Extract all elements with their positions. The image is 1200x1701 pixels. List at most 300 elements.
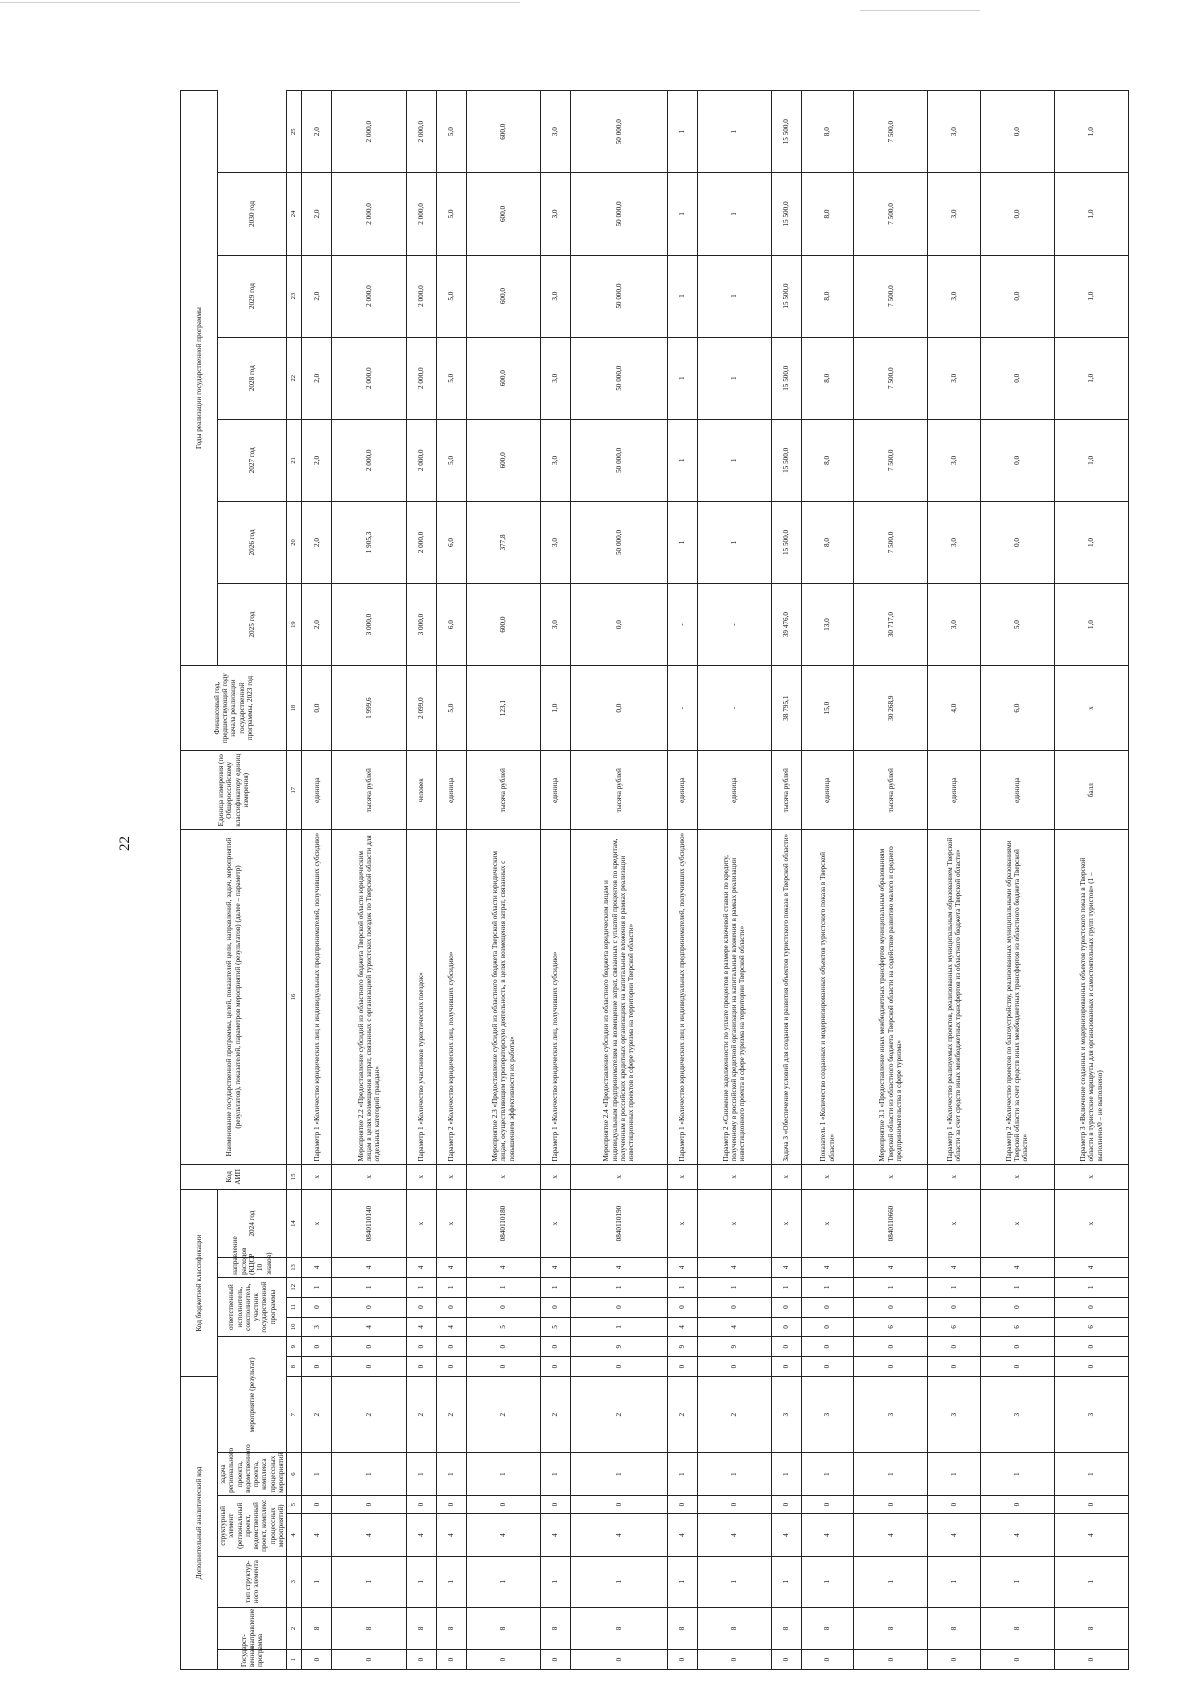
code-cell: 0840110190: [571, 1190, 667, 1258]
code-cell: 1: [1054, 1556, 1128, 1607]
code-cell: 0: [332, 1337, 406, 1357]
code-cell: 0: [541, 1357, 571, 1377]
page-number: 22: [117, 836, 133, 851]
unit-cell: человек: [406, 751, 436, 830]
column-number: 13: [287, 1258, 302, 1278]
code-cell: 1: [571, 1317, 667, 1337]
code-cell: 0: [801, 1337, 853, 1357]
column-number: 10: [287, 1317, 302, 1337]
code-cell: 0: [1054, 1297, 1128, 1317]
code-cell: 0: [854, 1495, 928, 1513]
code-cell: х: [928, 1164, 980, 1189]
code-cell: 0: [697, 1297, 771, 1317]
value-year: 5,0: [436, 337, 466, 419]
value-year: 377,8: [466, 501, 540, 583]
column-number: 2: [287, 1607, 302, 1649]
code-cell: 2: [667, 1376, 697, 1452]
code-cell: 0: [302, 1495, 332, 1513]
code-cell: 4: [406, 1514, 436, 1556]
column-number: 5: [287, 1495, 302, 1513]
value-year: 0,0: [980, 337, 1054, 419]
code-cell: 8: [667, 1607, 697, 1649]
code-cell: 0: [436, 1297, 466, 1317]
value-year: 7 500,0: [854, 501, 928, 583]
code-cell: 4: [541, 1258, 571, 1278]
column-number: 4: [287, 1514, 302, 1556]
value-year: 7 500,0: [854, 173, 928, 255]
code-cell: 4: [571, 1258, 667, 1278]
code-cell: 1: [332, 1556, 406, 1607]
table-row: [697, 91, 771, 1670]
code-cell: 0: [980, 1297, 1054, 1317]
value-year: 7 500,0: [854, 255, 928, 337]
code-cell: 1: [697, 1556, 771, 1607]
code-cell: 4: [928, 1258, 980, 1278]
code-cell: 0: [980, 1650, 1054, 1670]
code-cell: х: [801, 1164, 853, 1189]
table-row: [854, 91, 928, 1670]
code-cell: 0: [928, 1337, 980, 1357]
code-cell: 1: [436, 1556, 466, 1607]
code-cell: 0: [406, 1650, 436, 1670]
code-cell: 4: [332, 1514, 406, 1556]
code-cell: 0: [980, 1337, 1054, 1357]
code-cell: 1: [1054, 1453, 1128, 1495]
code-cell: х: [928, 1190, 980, 1258]
header-cell: задача регионального проекта, ведомственного проекта, комплекса процессных мероприятий: [218, 1453, 287, 1495]
code-cell: х: [667, 1190, 697, 1258]
header-cell: структурный элемент (региональный проект, ведомственный проект, комплекс процессных мероприятий): [218, 1495, 287, 1556]
code-cell: х: [1054, 1190, 1128, 1258]
value-year: 1: [667, 419, 697, 501]
value-year: 6,0: [436, 584, 466, 666]
code-cell: х: [697, 1164, 771, 1189]
unit-cell: единица: [928, 751, 980, 830]
code-cell: 0: [571, 1495, 667, 1513]
code-cell: 1: [541, 1556, 571, 1607]
code-cell: 0: [571, 1357, 667, 1377]
code-cell: 0: [436, 1337, 466, 1357]
code-cell: 1: [466, 1556, 540, 1607]
table-row: [302, 91, 332, 1670]
value-year: 50 000,0: [571, 255, 667, 337]
value-year: 3,0: [541, 501, 571, 583]
code-cell: 8: [980, 1607, 1054, 1649]
item-name: Параметр 2 «Количество проектов по благоустройству, реализованных муниципальными образованиями Тверской области за счет средств иных межбюджетных трансфертов из областного бюджета Тверской области»: [980, 830, 1054, 1164]
column-number: 18: [287, 666, 302, 751]
code-cell: 4: [854, 1514, 928, 1556]
code-cell: х: [801, 1190, 853, 1258]
code-cell: 8: [928, 1607, 980, 1649]
code-cell: 1: [854, 1556, 928, 1607]
column-number: 20: [287, 501, 302, 583]
table-header: [181, 91, 302, 1670]
value-2023: 1,0: [541, 666, 571, 751]
value-year: 2 000,0: [332, 419, 406, 501]
code-cell: 5: [466, 1317, 540, 1337]
code-cell: 1: [980, 1277, 1054, 1297]
value-year: 7 500,0: [854, 419, 928, 501]
column-number: 3: [287, 1556, 302, 1607]
value-year: 0,0: [980, 419, 1054, 501]
code-cell: 4: [697, 1258, 771, 1278]
value-year: 1: [667, 501, 697, 583]
header-cell: Код бюджетной классификации: [181, 1190, 218, 1377]
code-cell: 0: [466, 1650, 540, 1670]
code-cell: 1: [1054, 1277, 1128, 1297]
table-row: [571, 91, 667, 1670]
code-cell: 1: [332, 1277, 406, 1297]
value-year: 600,0: [466, 173, 540, 255]
code-cell: 8: [854, 1607, 928, 1649]
code-cell: 3: [771, 1376, 801, 1452]
code-cell: 6: [980, 1317, 1054, 1337]
value-year: 2,0: [302, 255, 332, 337]
value-year: 5,0: [436, 173, 466, 255]
code-cell: 0: [771, 1317, 801, 1337]
value-year: 15 500,0: [771, 255, 801, 337]
code-cell: 1: [302, 1277, 332, 1297]
value-year: 0,0: [980, 255, 1054, 337]
column-number: 9: [287, 1337, 302, 1357]
code-cell: 1: [697, 1453, 771, 1495]
value-year: 0,0: [571, 584, 667, 666]
item-name: Параметр 1 «Количество юридических лиц и индивидуальных предпринимателей, получивших субсидию»: [667, 830, 697, 1164]
header-cell: ответственный исполнитель, соисполнитель, участник государственной программы: [218, 1277, 287, 1336]
value-year: 1: [697, 419, 771, 501]
code-cell: 0: [332, 1495, 406, 1513]
code-cell: х: [541, 1190, 571, 1258]
value-year: 8,0: [801, 419, 853, 501]
value-year: 8,0: [801, 337, 853, 419]
value-year: 2,0: [302, 337, 332, 419]
code-cell: 1: [436, 1277, 466, 1297]
unit-cell: тысяча рублей: [332, 751, 406, 830]
code-cell: 2: [436, 1376, 466, 1452]
item-name: Параметр 1 «Количество юридических лиц и индивидуальных предпринимателей, получивших субсидию»: [302, 830, 332, 1164]
unit-cell: тысяча рублей: [571, 751, 667, 830]
code-cell: 4: [406, 1317, 436, 1337]
code-cell: 0: [771, 1650, 801, 1670]
value-2023: 123,1: [466, 666, 540, 751]
value-year: 1,0: [1054, 255, 1128, 337]
value-year: 50 000,0: [571, 419, 667, 501]
code-cell: 4: [801, 1258, 853, 1278]
value-year: 5,0: [436, 91, 466, 173]
code-cell: 0: [541, 1297, 571, 1317]
unit-cell: единица: [667, 751, 697, 830]
value-year: 1: [667, 337, 697, 419]
value-year: 3,0: [541, 337, 571, 419]
code-cell: 0: [302, 1337, 332, 1357]
code-cell: 1: [571, 1277, 667, 1297]
table-row: [406, 91, 436, 1670]
code-cell: 4: [667, 1258, 697, 1278]
item-name: Показатель 1 «Количество созданных и модернизированных объектов туристского показа в Тверской области»: [801, 830, 853, 1164]
code-cell: 0: [302, 1297, 332, 1317]
item-name: Параметр 1 «Количество юридических лиц, получивших субсидию»: [541, 830, 571, 1164]
value-year: 2 000,0: [406, 419, 436, 501]
code-cell: 9: [697, 1337, 771, 1357]
unit-cell: единица: [302, 751, 332, 830]
value-year: 7 500,0: [854, 337, 928, 419]
unit-cell: единица: [801, 751, 853, 830]
value-year: 2,0: [302, 419, 332, 501]
code-cell: 3: [928, 1376, 980, 1452]
value-year: 3,0: [928, 419, 980, 501]
code-cell: 0: [928, 1297, 980, 1317]
code-cell: 1: [541, 1453, 571, 1495]
value-year: 13,0: [801, 584, 853, 666]
table-row: [928, 91, 980, 1670]
value-year: 15 500,0: [771, 337, 801, 419]
code-cell: 4: [466, 1514, 540, 1556]
code-cell: 0: [1054, 1495, 1128, 1513]
code-cell: 6: [928, 1317, 980, 1337]
value-year: 1: [697, 501, 771, 583]
code-cell: 9: [667, 1337, 697, 1357]
item-name: Параметр 1 «Количество реализуемых проектов, реализованных муниципальным образованием Тверской области за счет средств иных межбюджетных трансфертов из областного бюджета Тверской области»: [928, 830, 980, 1164]
program-table: [180, 90, 1129, 1670]
column-number: 7: [287, 1376, 302, 1452]
code-cell: 0: [697, 1495, 771, 1513]
value-year: 8,0: [801, 501, 853, 583]
value-year: 2 000,0: [332, 91, 406, 173]
code-cell: 2: [406, 1376, 436, 1452]
code-cell: х: [980, 1164, 1054, 1189]
value-2023: 15,0: [801, 666, 853, 751]
code-cell: 8: [332, 1607, 406, 1649]
code-cell: 0: [667, 1650, 697, 1670]
code-cell: х: [1054, 1164, 1128, 1189]
code-cell: 3: [854, 1376, 928, 1452]
code-cell: 8: [302, 1607, 332, 1649]
code-cell: 4: [436, 1317, 466, 1337]
table-row: [332, 91, 406, 1670]
header-cell: Наименование государственной программы, целей, показателей цели, направлений, задач, мероприятий (результатов), показателей, параметров мероприятий (результатов) (далее – параметр): [181, 830, 287, 1164]
value-year: -: [667, 584, 697, 666]
value-year: 3,0: [541, 255, 571, 337]
code-cell: 4: [980, 1258, 1054, 1278]
value-year: 2 000,0: [332, 337, 406, 419]
code-cell: 0: [854, 1297, 928, 1317]
code-cell: 0: [854, 1357, 928, 1377]
code-cell: 1: [771, 1453, 801, 1495]
code-cell: 0: [541, 1495, 571, 1513]
unit-cell: единица: [436, 751, 466, 830]
value-year: 1,0: [1054, 91, 1128, 173]
value-2023: -: [667, 666, 697, 751]
code-cell: 1: [801, 1556, 853, 1607]
code-cell: 8: [406, 1607, 436, 1649]
code-cell: 1: [571, 1453, 667, 1495]
column-number: 8: [287, 1357, 302, 1377]
table-row: [541, 91, 571, 1670]
value-year: 3,0: [541, 173, 571, 255]
value-year: 30 717,0: [854, 584, 928, 666]
code-cell: 0: [771, 1357, 801, 1377]
value-year: 3,0: [928, 501, 980, 583]
code-cell: 0: [801, 1495, 853, 1513]
code-cell: 8: [466, 1607, 540, 1649]
code-cell: 6: [854, 1317, 928, 1337]
code-cell: 3: [302, 1317, 332, 1337]
table-row: [801, 91, 853, 1670]
code-cell: 1: [854, 1453, 928, 1495]
code-cell: 0: [1054, 1357, 1128, 1377]
code-cell: 1: [436, 1453, 466, 1495]
value-year: 3,0: [541, 584, 571, 666]
column-number: 21: [287, 419, 302, 501]
value-year: 2 000,0: [406, 337, 436, 419]
code-cell: 2: [697, 1376, 771, 1452]
value-2023: 5,0: [436, 666, 466, 751]
code-cell: 0: [406, 1357, 436, 1377]
value-year: 15 500,0: [771, 173, 801, 255]
code-cell: 0: [332, 1357, 406, 1377]
column-number: 19: [287, 584, 302, 666]
code-cell: 0: [406, 1297, 436, 1317]
code-cell: 8: [697, 1607, 771, 1649]
header-cell: 2030 год: [218, 173, 287, 255]
code-cell: 1: [466, 1453, 540, 1495]
header-cell: тип структур-ного элемента: [218, 1556, 287, 1607]
code-cell: 0: [697, 1357, 771, 1377]
code-cell: 0: [697, 1650, 771, 1670]
code-cell: 8: [541, 1607, 571, 1649]
value-year: 2 000,0: [406, 255, 436, 337]
code-cell: х: [302, 1190, 332, 1258]
code-cell: 4: [697, 1514, 771, 1556]
code-cell: 1: [801, 1277, 853, 1297]
code-cell: 1: [771, 1277, 801, 1297]
code-cell: 5: [541, 1317, 571, 1337]
code-cell: 0: [667, 1495, 697, 1513]
value-year: 50 000,0: [571, 173, 667, 255]
code-cell: 9: [571, 1337, 667, 1357]
value-year: 50 000,0: [571, 91, 667, 173]
code-cell: 0: [771, 1337, 801, 1357]
code-cell: 0840110140: [332, 1190, 406, 1258]
code-cell: 1: [406, 1556, 436, 1607]
code-cell: х: [332, 1164, 406, 1189]
value-year: -: [697, 584, 771, 666]
value-year: 5,0: [980, 584, 1054, 666]
value-year: 1,0: [1054, 584, 1128, 666]
value-year: 8,0: [801, 255, 853, 337]
value-2023: 38 795,1: [771, 666, 801, 751]
code-cell: 0: [801, 1297, 853, 1317]
code-cell: 0: [667, 1297, 697, 1317]
code-cell: 4: [928, 1514, 980, 1556]
value-year: 600,0: [466, 337, 540, 419]
code-cell: 0: [928, 1495, 980, 1513]
code-cell: 0: [332, 1297, 406, 1317]
code-cell: 4: [466, 1258, 540, 1278]
code-cell: 2: [332, 1376, 406, 1452]
code-cell: 4: [1054, 1258, 1128, 1278]
code-cell: х: [436, 1190, 466, 1258]
item-name: Параметр 3 «Включение созданных и модернизированных объектов туристского показа в Тверской области в туристские маршруты для организованных и самостоятельных групп туристов» (1 – выполнено/0 – не выполнено): [1054, 830, 1128, 1164]
code-cell: 0: [541, 1650, 571, 1670]
value-2023: 30 268,9: [854, 666, 928, 751]
code-cell: х: [980, 1190, 1054, 1258]
code-cell: 0: [1054, 1650, 1128, 1670]
code-cell: 4: [771, 1258, 801, 1278]
value-year: 600,0: [466, 419, 540, 501]
code-cell: 0: [466, 1495, 540, 1513]
value-year: 600,0: [466, 255, 540, 337]
code-cell: х: [667, 1164, 697, 1189]
value-year: 1,0: [1054, 337, 1128, 419]
value-year: 6,0: [436, 501, 466, 583]
unit-cell: тысяча рублей: [854, 751, 928, 830]
code-cell: 0: [571, 1297, 667, 1317]
value-2023: 4,0: [928, 666, 980, 751]
value-year: 1,0: [1054, 419, 1128, 501]
code-cell: 4: [771, 1514, 801, 1556]
code-cell: 1: [854, 1277, 928, 1297]
column-number: 24: [287, 173, 302, 255]
code-cell: х: [854, 1164, 928, 1189]
value-year: 5,0: [436, 255, 466, 337]
value-year: 3,0: [928, 584, 980, 666]
code-cell: 0: [302, 1357, 332, 1377]
header-cell: направление: [218, 1607, 287, 1649]
header-cell: направление расходов (КЦСР 10 знаков): [218, 1258, 287, 1278]
value-2023: 0,0: [302, 666, 332, 751]
item-name: Мероприятие 2.3 «Предоставление субсидий из областного бюджета Тверской области юридическим лицам, осуществляющим туроператорскую деятельность, в целях возмещения затрат, связанных с повышением эффективности их работы»: [466, 830, 540, 1164]
code-cell: х: [302, 1164, 332, 1189]
code-cell: 4: [541, 1514, 571, 1556]
value-year: 0,0: [980, 173, 1054, 255]
column-number: 1: [287, 1650, 302, 1670]
code-cell: 2: [571, 1376, 667, 1452]
unit-cell: единица: [697, 751, 771, 830]
header-cell: 2024 год: [218, 1190, 287, 1258]
value-year: 1 905,3: [332, 501, 406, 583]
rotated-table-wrapper: [180, 90, 1104, 1670]
code-cell: 4: [332, 1258, 406, 1278]
value-year: 3 000,0: [406, 584, 436, 666]
table-row: [667, 91, 697, 1670]
code-cell: х: [771, 1164, 801, 1189]
code-cell: 0: [980, 1495, 1054, 1513]
table-row: [771, 91, 801, 1670]
code-cell: 0: [854, 1337, 928, 1357]
code-cell: 0: [436, 1495, 466, 1513]
item-name: Задача 3 «Обеспечение условий для создания и развития объектов туристского показа в Тверской области»: [771, 830, 801, 1164]
code-cell: 0: [406, 1495, 436, 1513]
code-cell: 1: [667, 1556, 697, 1607]
code-cell: 0: [667, 1357, 697, 1377]
code-cell: 1: [928, 1556, 980, 1607]
code-cell: х: [406, 1164, 436, 1189]
value-year: 3,0: [541, 419, 571, 501]
item-name: Мероприятие 2.4 «Предоставление субсидии из областного бюджета юридическим лицам и индивидуальным предпринимателям на возмещение затрат, связанных с уплатой процентов по кредитам, полученным в российских кредитных организациях на капитальные вложения в рамках реализации инвестиционных проектов в сфере туризма на территории Тверской области»: [571, 830, 667, 1164]
header-cell: 2026 год: [218, 501, 287, 583]
code-cell: 8: [436, 1607, 466, 1649]
code-cell: 4: [667, 1514, 697, 1556]
value-year: 7 500,0: [854, 91, 928, 173]
header-cell: Дополнительный аналитический код: [181, 1376, 218, 1669]
value-year: 2 000,0: [406, 173, 436, 255]
table-row: [466, 91, 540, 1670]
code-cell: 8: [771, 1607, 801, 1649]
value-year: 1: [697, 173, 771, 255]
header-cell: Государст-венная программа: [218, 1650, 287, 1670]
code-cell: 0: [980, 1357, 1054, 1377]
